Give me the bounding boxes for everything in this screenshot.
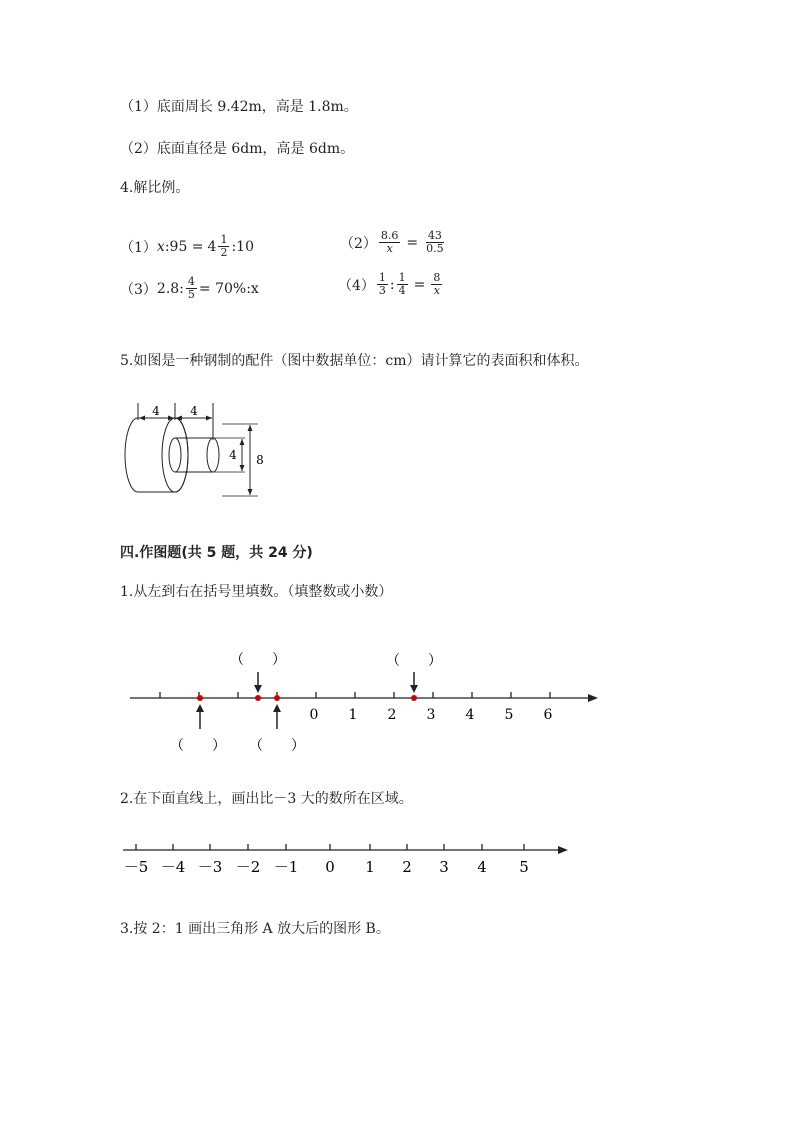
proportion-2-fraction-a — [379, 230, 401, 255]
q5-title: 5.如图是一种钢制的配件（图中数据单位：cm）请计算它的表面积和体积。 — [120, 353, 589, 369]
large-cylinder-face — [162, 418, 188, 492]
proportion-4-label: （4） — [338, 277, 375, 294]
tick-label: －1 — [273, 858, 299, 876]
equals-sign: = — [406, 234, 419, 251]
fraction-denominator: x — [386, 242, 393, 255]
proportion-1-fraction — [218, 234, 229, 259]
number-point-2 — [255, 695, 261, 701]
tick-label: －3 — [197, 858, 223, 876]
fraction-denominator: 5 — [187, 288, 195, 301]
s4-q1-text: 1.从左到右在括号里填数。（填整数或小数） — [120, 584, 393, 600]
tick-label: 3 — [439, 858, 449, 876]
proportion-1-left: :95 = — [164, 238, 204, 255]
fraction-denominator: 3 — [378, 284, 386, 297]
blank-bottom-right[interactable]: （ ） — [249, 738, 305, 754]
proportion-3-left: 2.8: — [156, 280, 184, 297]
fraction-denominator: 4 — [398, 284, 406, 297]
proportion-3-fraction — [186, 276, 197, 301]
proportion-1-label: （1） — [120, 239, 157, 256]
fraction-numerator: 8.6 — [380, 229, 399, 242]
fraction-numerator: 1 — [378, 271, 386, 284]
dim-label-outer: 8 — [256, 453, 264, 467]
equals-sign: = — [413, 276, 426, 293]
tick-label: 0 — [325, 858, 335, 876]
number-point-4 — [411, 695, 417, 701]
tick-label: 0 — [309, 707, 319, 723]
tick-label: －5 — [123, 858, 149, 876]
proportion-1-var: x — [156, 238, 165, 255]
section-4-heading: 四.作图题(共 5 题，共 24 分) — [120, 545, 313, 561]
proportion-1-right: :10 — [231, 238, 254, 255]
colon: : — [389, 276, 395, 293]
tick-label: 3 — [426, 707, 436, 723]
blank-bottom-left[interactable]: （ ） — [170, 738, 226, 754]
number-point-1 — [197, 695, 203, 701]
proportion-2-fraction-b — [424, 230, 446, 255]
proportion-4-fraction-c — [431, 272, 442, 297]
tick-label: 4 — [477, 858, 487, 876]
tick-label: 5 — [519, 858, 529, 876]
proportion-1-whole: 4 — [207, 238, 217, 255]
tick-label: 1 — [365, 858, 375, 876]
dim-label-inner: 4 — [229, 448, 237, 462]
proportion-4-fraction-a — [377, 272, 388, 297]
proportion-1 — [120, 234, 254, 259]
tick-label: 1 — [348, 707, 358, 723]
q3-item-1: （1）底面周长 9.42m，高是 1.8m。 — [120, 99, 358, 115]
fraction-denominator: 2 — [220, 246, 228, 259]
steel-part-figure — [120, 400, 280, 510]
proportion-3-right: = 70%:x — [198, 280, 259, 297]
number-line-1 — [120, 645, 640, 755]
proportion-3 — [120, 276, 259, 301]
dim-label-top-right: 4 — [190, 404, 198, 418]
q4-title: 4.解比例。 — [120, 180, 190, 196]
proportion-2-label: （2） — [340, 235, 377, 252]
q3-item-2: （2）底面直径是 6dm，高是 6dm。 — [120, 141, 355, 157]
proportion-2 — [340, 230, 448, 255]
small-cylinder-face — [207, 438, 219, 472]
blank-top-right[interactable]: （ ） — [386, 653, 442, 669]
tick-label: 2 — [387, 707, 397, 723]
fraction-numerator: 1 — [220, 233, 228, 246]
fraction-denominator: 0.5 — [426, 242, 444, 255]
axis-arrow — [588, 694, 598, 702]
blank-top-left[interactable]: （ ） — [230, 652, 286, 668]
tick-label: 2 — [402, 858, 412, 876]
fraction-denominator: x — [433, 284, 440, 297]
s4-q3-text: 3.按 2：1 画出三角形 A 放大后的图形 B。 — [120, 921, 390, 937]
number-line-2 — [118, 835, 588, 885]
small-cylinder-back — [169, 438, 181, 472]
tick-label: 5 — [504, 707, 514, 723]
dim-label-top-left: 4 — [152, 404, 160, 418]
s4-q2-text: 2.在下面直线上，画出比－3 大的数所在区域。 — [120, 791, 413, 807]
axis-arrow — [558, 846, 568, 854]
tick-label: 6 — [543, 707, 553, 723]
tick-label: 4 — [465, 707, 475, 723]
large-cylinder-body — [125, 418, 188, 492]
proportion-4 — [338, 272, 444, 297]
proportion-3-label: （3） — [120, 281, 157, 298]
fraction-numerator: 4 — [187, 275, 195, 288]
fraction-numerator: 43 — [427, 229, 442, 242]
tick-label: －2 — [235, 858, 261, 876]
fraction-numerator: 1 — [398, 271, 406, 284]
proportion-4-fraction-b — [397, 272, 408, 297]
number-point-3 — [274, 695, 280, 701]
fraction-numerator: 8 — [433, 271, 441, 284]
tick-label: －4 — [160, 858, 186, 876]
